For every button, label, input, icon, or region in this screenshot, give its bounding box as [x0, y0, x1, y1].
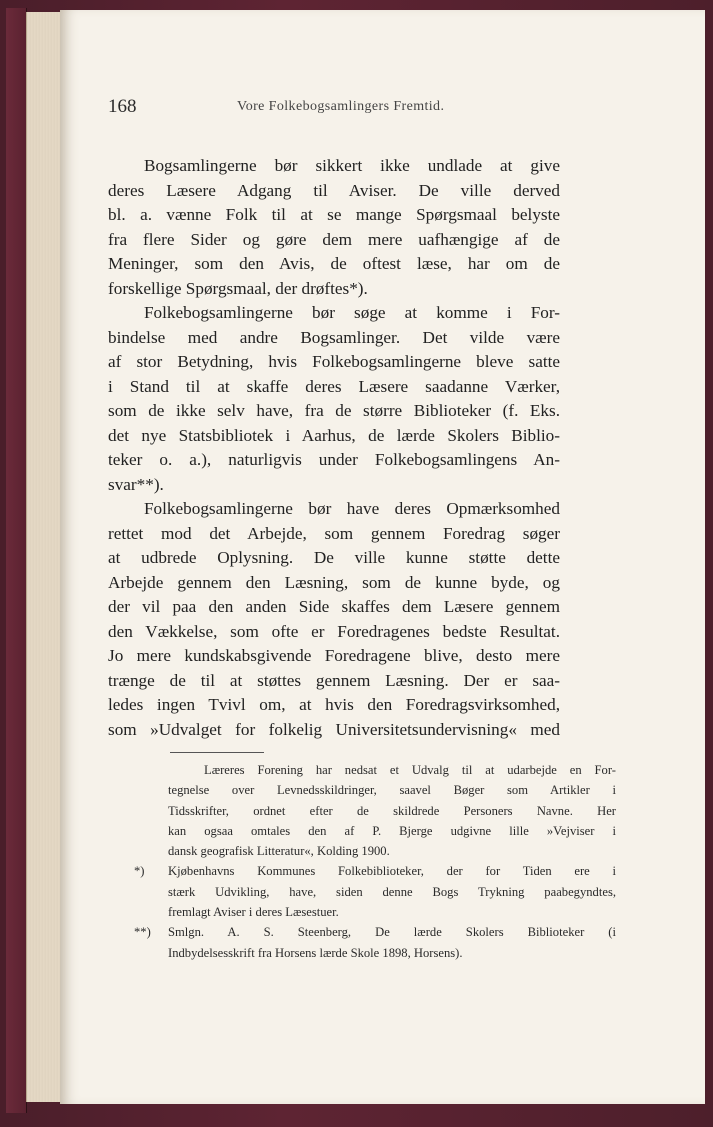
footnote-line: [134, 861, 616, 881]
page-number: 168: [108, 96, 137, 117]
footnote-marker: *): [134, 864, 145, 879]
body-line: teker o. a.), naturligvis under Folkebogsamlingens An-: [108, 450, 560, 469]
body-line: svar**).: [108, 474, 164, 494]
footnote-text: Tidsskrifter, ordnet efter de skildrede Personers Navne. Her: [168, 803, 616, 818]
footnote-line: [168, 841, 616, 861]
footnote-text: tegnelse over Levnedsskildringer, saavel Bøger som Artikler i: [168, 783, 616, 798]
body-line: at udbrede Oplysning. De ville kunne støtte dette: [108, 548, 560, 567]
footnote-line: [168, 943, 616, 963]
body-line: forskellige Spørgsmaal, der drøftes*).: [108, 278, 368, 298]
footnote-line: [168, 780, 616, 800]
body-line: fra flere Sider og gøre dem mere uafhængige af de: [108, 229, 560, 249]
footnote-line: [168, 882, 616, 902]
body-line: bindelse med andre Bogsamlinger. Det vilde være: [108, 327, 560, 347]
footnote-text: Indbydelsesskrift fra Horsens lærde Skole 1898, Horsens).: [168, 945, 463, 960]
body-line: Meninger, som den Avis, de oftest læse, har om de: [108, 254, 560, 273]
cover-spine-edge: [6, 8, 27, 1113]
footnote-line: [134, 922, 616, 942]
page-stack-edge: [26, 12, 63, 1102]
body-line: Bogsamlingerne bør sikkert ikke undlade at give: [144, 156, 560, 175]
footnote-text: stærk Udvikling, have, siden denne Bogs Trykning paabegyndtes,: [168, 884, 616, 899]
footnote-text: dansk geografisk Litteratur«, Kolding 1900.: [168, 844, 390, 859]
body-line: det nye Statsbibliotek i Aarhus, de lærde Skolers Biblio-: [108, 425, 560, 445]
footnote-line: [168, 801, 616, 821]
running-title: Vore Folkebogsamlingers Fremtid.: [237, 99, 445, 114]
footnote-text: kan ogsaa omtales den af P. Bjerge udgivne lille »Vejviser i: [168, 823, 616, 838]
body-line: Folkebogsamlingerne bør søge at komme i For-: [144, 303, 560, 322]
body-line: bl. a. vænne Folk til at se mange Spørgsmaal belyste: [108, 205, 560, 224]
body-line: der vil paa den anden Side skaffes dem Læsere gennem: [108, 597, 560, 616]
page-header: [108, 94, 558, 122]
footnote-line: [168, 821, 616, 841]
body-line: Arbejde gennem den Læsning, som de kunne byde, og: [108, 572, 560, 592]
footnote-marker: **): [134, 925, 151, 940]
footnote-line: [168, 902, 616, 922]
body-line: ledes ingen Tvivl om, at hvis den Foredragsvirksomhed,: [108, 695, 560, 714]
footnote-line: [168, 760, 616, 780]
footnote-text: Kjøbenhavns Kommunes Folkebiblioteker, der for Tiden ere i: [168, 864, 616, 879]
body-line: deres Læsere Adgang til Aviser. De ville derved: [108, 180, 560, 200]
body-line: den Vækkelse, som ofte er Foredragenes bedste Resultat.: [108, 621, 560, 641]
body-line: Folkebogsamlingerne bør have deres Opmærksomhed: [144, 499, 560, 518]
body-line: som de ikke selv have, fra de større Biblioteker (f. Eks.: [108, 401, 560, 420]
footnote-rule: [170, 752, 264, 753]
body-line: rettet mod det Arbejde, som gennem Foredrag søger: [108, 523, 560, 543]
footnote-text: Smlgn. A. S. Steenberg, De lærde Skolers Biblioteker (i: [168, 925, 616, 940]
body-line: Jo mere kundskabsgivende Foredragene blive, desto mere: [108, 646, 560, 665]
footnote-text: Læreres Forening har nedsat et Udvalg til at udarbejde en For-: [204, 763, 616, 777]
body-line: af stor Betydning, hvis Folkebogsamlingerne bleve satte: [108, 352, 560, 371]
body-line: som »Udvalget for folkelig Universitetsundervisning« med: [108, 719, 560, 739]
body-line: i Stand til at skaffe deres Læsere saadanne Værker,: [108, 376, 560, 396]
footnote-text: fremlagt Aviser i deres Læsestuer.: [168, 905, 339, 920]
footnotes: [134, 760, 616, 963]
body-text: [108, 154, 560, 742]
body-line: trænge de til at støttes gennem Læsning. Der er saa-: [108, 670, 560, 690]
